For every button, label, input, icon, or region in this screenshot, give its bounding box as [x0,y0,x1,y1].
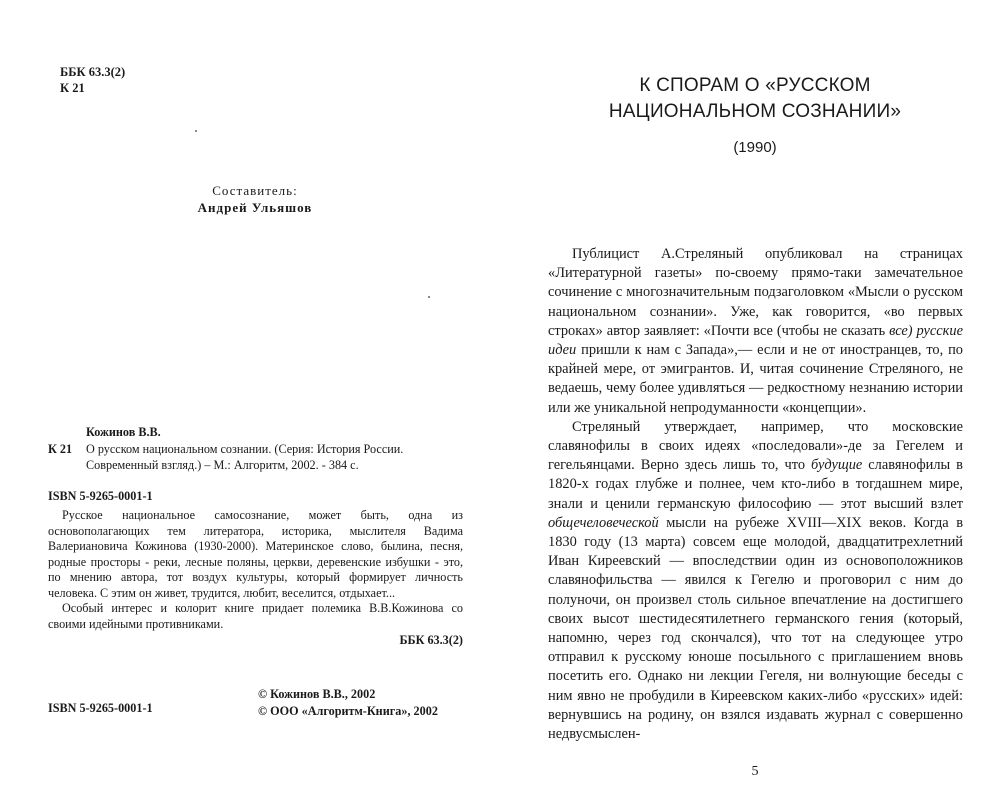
text-run: пришли к нам с Запада»,— если и не от иностранцев, то, по крайней мере, от эмигрантов. И, читая сочинение Стреляного, не ведаешь, чему более удивляться — редкостному незнанию истории или же уникальной непродуманности «концепции». [548,342,963,416]
italic-run: все) русские идеи [548,322,963,359]
copyright-block [258,686,438,720]
page-number: 5 [751,764,759,779]
article-title [555,73,955,125]
compiler-role: Составитель: [212,183,298,198]
compiler-name: Андрей Ульяшов [197,200,313,215]
catalog-author: Кожинов В.В. [86,425,161,439]
bottom-isbn: ISBN 5-9265-0001-1 [48,701,153,715]
author-mark: К 21 [60,81,85,95]
right-page [495,0,990,800]
catalog-bbk: ББК 63.3(2) [399,633,463,647]
catalog-annotation [48,508,463,632]
catalog-description: О русском национальном сознании. (Серия: История России. Современный взгляд.) – М.: Алгоритм, 2002. - 384 с. [86,442,404,472]
bbk-code-line: ББК 63.3(2) [60,65,126,79]
catalog-index: К 21 [48,442,73,456]
annotation-paragraph: Особый интерес и колорит книге придает полемика В.В.Кожинова со своими идейными противниками. [48,601,463,631]
article-title-line: НАЦИОНАЛЬНОМ СОЗНАНИИ» [608,101,902,122]
italic-run: общечеловеческой [548,514,659,531]
text-run: Стреляный утверждает, например, что московские славянофилы в своих идеях «последовали»-де за Гегелем и гегельянцами. Верно здесь лишь то, что [548,418,963,474]
annotation-paragraph: Русское национальное самосознание, может быть, одна из основополагающих тем литератора, историка, мыслителя Вадима Валериановича Кожинова (1930-2000). Материнское слово, былина, песня, родные просторы - реки, лесные поляны, церкви, деревенские избушки - это, по мнению автора, тот воздух культуры, который формирует личность человека. С этим он живет, трудится, любит, веселится, отдыхает... [48,508,463,600]
scan-speck [195,130,197,132]
copyright-author: © Кожинов В.В., 2002 [258,687,376,701]
copyright-publisher: © ООО «Алгоритм-Книга», 2002 [258,704,438,718]
text-run: славянофилы в 1820-х годах глубже и полнее, чем кто-либо в тогдашнем мире, знали и ценили германскую философию — этот высший взлет [548,457,963,512]
article-body [548,245,963,744]
italic-run: будущие [810,457,863,474]
text-run: мысли на рубеже XVIII—XIX веков. Когда в 1830 году (13 марта) совсем еще молодой, двадцатитрехлетний Иван Киреевский — впоследствии один из основоположников славянофильства — явился к Гегелю и проговорил с ним до полуночи, он произвел столь сильное впечатление на достигшего своих высот шестидесятилетнего германского гения (который, напомню, через год скончался), что тот на следующее утро отправил к русскому юноше посыльного с приглашением вновь посетить его. Однако ни лекции Гегеля, ни волнующие беседы с ним явно не пробудили в Киреевском каких-либо «русских» идей: вернувшись на родину, он взялся издавать журнал с совершенно недвусмыслен- [548,514,963,743]
article-paragraph [548,245,963,418]
text-run: Публицист А.Стреляный опубликовал на страницах «Литературной газеты» по-своему прямо-таки замечательное сочинение с многозначительным подзаголовком «Мысли о русском национальном сознании». Уже, как говорится, «во первых строках» автор заявляет: «Почти все (чтобы не сказать [548,246,963,339]
article-title-line: К СПОРАМ О «РУССКОМ [639,75,871,96]
article-year: (1990) [733,139,777,156]
article-paragraph [548,418,963,744]
compiler-credit [190,182,320,216]
catalog-isbn: ISBN 5-9265-0001-1 [48,489,153,503]
bbk-classification [60,64,125,96]
scan-speck [428,296,430,298]
